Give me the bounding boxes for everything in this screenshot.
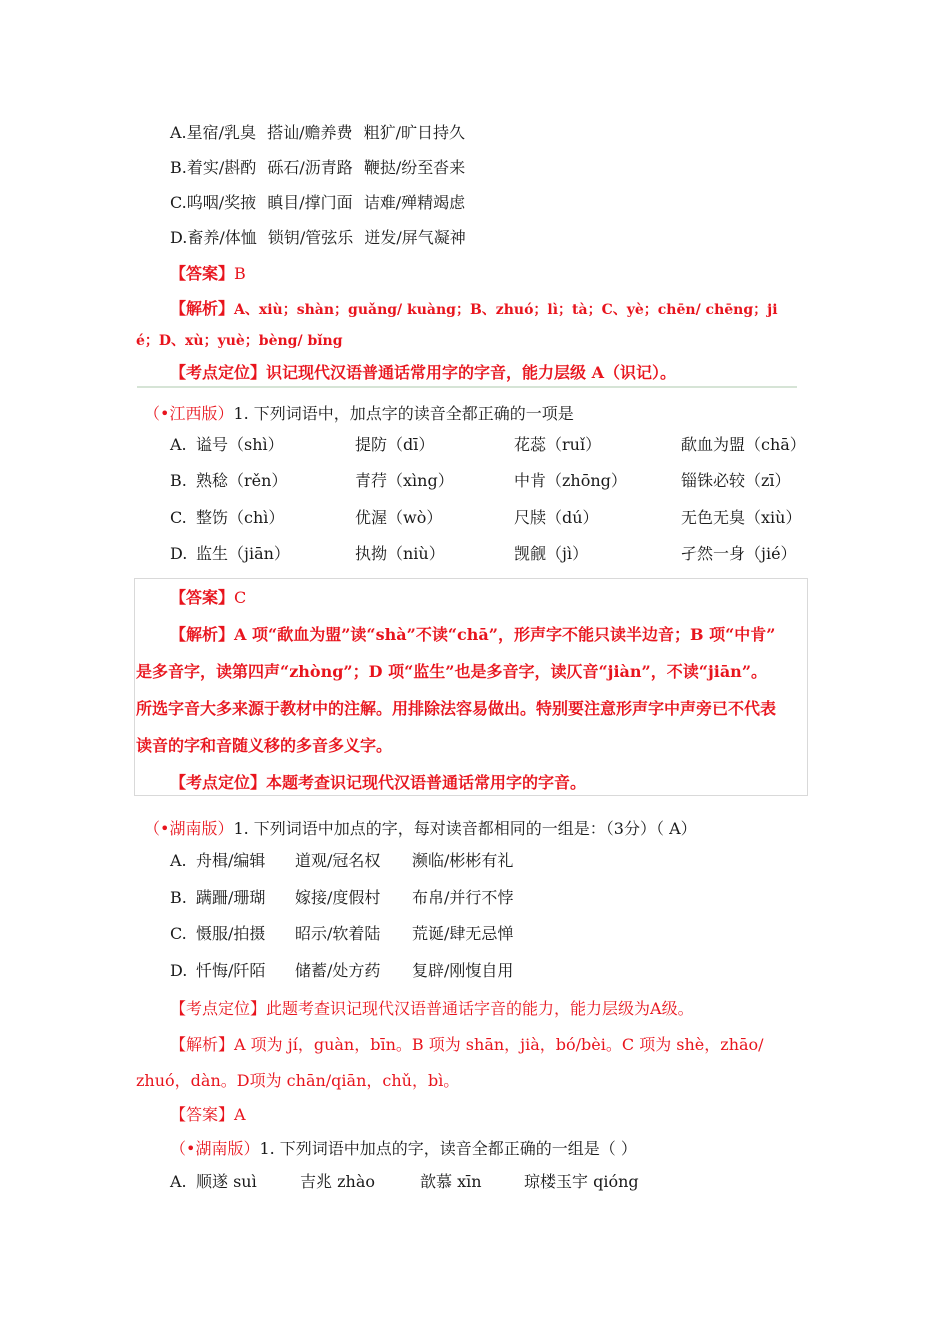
option-item: 监生（jiān） xyxy=(196,544,290,563)
option-item: 濒临/彬彬有礼 xyxy=(412,851,514,870)
answer-line: 【答案】C xyxy=(170,588,247,607)
option-item: 荒诞/肆无忌惮 xyxy=(412,924,514,943)
option-item: 中肯（zhōng） xyxy=(514,471,627,490)
analysis-line-cont: é；D、xù；yuè；bèng/ bǐng xyxy=(136,333,343,349)
option-label: B. xyxy=(170,888,187,907)
answer-line: 【答案】B xyxy=(170,264,246,283)
option-item: 蹒跚/珊瑚 xyxy=(196,888,266,907)
option-item: 琼楼玉宇 qióng xyxy=(524,1172,639,1191)
option-item: 整饬（chì） xyxy=(196,508,285,527)
analysis-line: 【解析】A 项为 jí，guàn，bīn。B 项为 shān，jià，bó/bèi。C 项为 shè，zhāo/ xyxy=(170,1035,764,1054)
option-item: 歆慕 xīn xyxy=(420,1172,482,1191)
analysis-line-cont: 是多音字，读第四声“zhòng”；D 项“监生”也是多音字，读仄音“jiàn”，不读“jiān”。 xyxy=(136,662,768,681)
question-line: （•江西版）1. 下列词语中，加点字的读音全都正确的一项是 xyxy=(144,404,574,423)
answer-box xyxy=(134,578,808,796)
option-item: 尺牍（dú） xyxy=(514,508,599,527)
option-item: 顺遂 suì xyxy=(196,1172,257,1191)
option-row: A.星宿/乳臭 搭讪/赡养费 粗犷/旷日持久 xyxy=(170,123,466,142)
option-item: 布帛/并行不悖 xyxy=(412,888,514,907)
analysis-line-cont: zhuó，dàn。D项为 chān/qiān，chǔ，bì。 xyxy=(136,1071,460,1090)
option-item: 昭示/软着陆 xyxy=(295,924,381,943)
analysis-line: 【解析】A、xiù；shàn；guǎng/ kuàng；B、zhuó；lì；tà；C、yè；chēn/ chēng；ji xyxy=(170,299,778,318)
option-item: 储蓄/处方药 xyxy=(295,961,381,980)
kaodian-line: 【考点定位】识记现代汉语普通话常用字的字音，能力层级 A（识记）。 xyxy=(170,363,677,382)
option-item: 锱铢必较（zī） xyxy=(681,471,791,490)
option-item: 嫁接/度假村 xyxy=(295,888,381,907)
question-line: （•湖南版）1. 下列词语中加点的字，每对读音都相同的一组是：（3分）（ A） xyxy=(144,819,697,838)
analysis-line-cont: 所选字音大多来源于教材中的注解。用排除法容易做出。特别要注意形声字中声旁已不代表 xyxy=(136,699,777,718)
option-label: C. xyxy=(170,508,187,527)
option-item: 觊觎（jì） xyxy=(514,544,589,563)
option-label: C. xyxy=(170,924,187,943)
option-label: A. xyxy=(170,851,187,870)
option-item: 慑服/拍摄 xyxy=(196,924,266,943)
option-label: A. xyxy=(170,1172,187,1191)
option-row: D.畜养/体恤 锁钥/管弦乐 迸发/屏气凝神 xyxy=(170,228,466,247)
option-item: 无色无臭（xiù） xyxy=(681,508,802,527)
option-item: 花蕊（ruǐ） xyxy=(514,435,602,454)
option-label: D. xyxy=(170,544,188,563)
option-item: 吉兆 zhào xyxy=(300,1172,375,1191)
option-label: A. xyxy=(170,435,187,454)
option-item: 优渥（wò） xyxy=(355,508,443,527)
answer-line: 【答案】A xyxy=(170,1105,246,1124)
question-line: （•湖南版）1. 下列词语中加点的字，读音全都正确的一组是（ ） xyxy=(170,1139,637,1158)
option-item: 青荇（xìng） xyxy=(355,471,454,490)
option-label: B. xyxy=(170,471,187,490)
option-item: 道观/冠名权 xyxy=(295,851,381,870)
analysis-line-cont: 读音的字和音随义移的多音多义字。 xyxy=(136,736,393,755)
option-item: 复辟/刚愎自用 xyxy=(412,961,514,980)
option-row: C.呜咽/奖掖 瞋目/撑门面 诘难/殚精竭虑 xyxy=(170,193,466,212)
option-row: B.着实/斟酌 砾石/沥青路 鞭挞/纷至沓来 xyxy=(170,158,466,177)
analysis-line: 【解析】A 项“歃血为盟”读“shà”不读“chā”，形声字不能只读半边音；B 项“中肯” xyxy=(170,625,776,644)
option-item: 歃血为盟（chā） xyxy=(681,435,806,454)
option-item: 孑然一身（jié） xyxy=(681,544,797,563)
kaodian-line: 【考点定位】此题考查识记现代汉语普通话字音的能力，能力层级为A级。 xyxy=(170,999,694,1018)
option-item: 忏悔/阡陌 xyxy=(196,961,266,980)
option-item: 谥号（shì） xyxy=(196,435,284,454)
option-item: 提防（dī） xyxy=(355,435,435,454)
option-item: 熟稔（rěn） xyxy=(196,471,288,490)
divider xyxy=(137,386,797,388)
option-item: 舟楫/编辑 xyxy=(196,851,266,870)
option-label: D. xyxy=(170,961,188,980)
option-item: 执拗（niù） xyxy=(355,544,445,563)
kaodian-line: 【考点定位】本题考查识记现代汉语普通话常用字的字音。 xyxy=(170,773,587,792)
